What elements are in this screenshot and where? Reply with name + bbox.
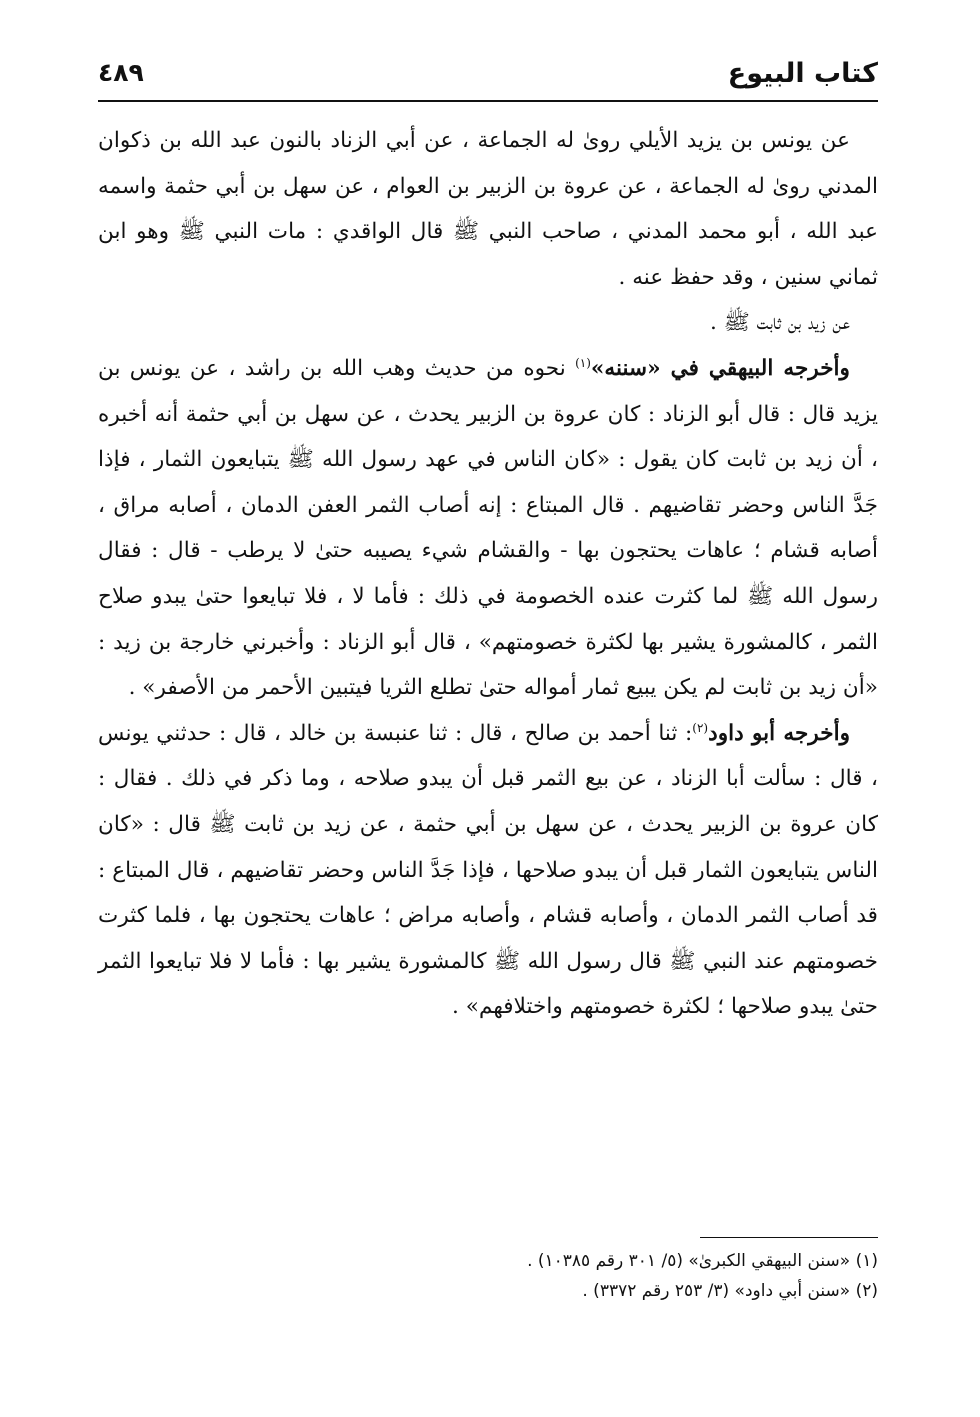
- header-rule: [98, 100, 878, 102]
- footnote-2: (٢) «سنن أبي داود» (٣/ ٢٥٣ رقم ٣٣٧٢) .: [582, 1281, 878, 1301]
- page-number: ٤٨٩: [98, 58, 144, 87]
- paragraph-3: [98, 346, 878, 711]
- footnote-ref-2: (٢): [692, 720, 709, 735]
- footnote-rule: [700, 1237, 878, 1238]
- main-text: [98, 118, 878, 1030]
- paragraph-1: عن يونس بن يزيد الأيلي روىٰ له الجماعة ، عن أبي الزناد بالنون عبد الله بن ذكوان المدني روىٰ له الجماعة ، عن عروة بن الزبير بن العوام ، عن سهل بن أبي حثمة واسمه عبد الله ، أبو محمد المدني ، صاحب النبي ﷺ قال الواقدي : مات النبي ﷺ وهو ابن ثماني سنين ، وقد حفظ عنه .: [98, 128, 878, 290]
- running-header: [98, 52, 878, 100]
- paragraph-4-lead: وأخرجه أبو داود: [708, 720, 850, 746]
- paragraph-2: عن زيد بن ثابت ﷺ .: [710, 310, 850, 336]
- chapter-title: كتاب البيوع: [727, 58, 878, 89]
- paragraph-3-lead: وأخرجه البيهقي في «سننه»: [590, 355, 850, 381]
- paragraph-3-text: نحوه من حديث وهب الله بن راشد ، عن يونس بن يزيد قال : قال أبو الزناد : كان عروة بن الزبير يحدث ، عن سهل بن أبي حثمة أنه أخبره ، أن زيد بن ثابت كان يقول : «كان الناس في عهد رسول الله ﷺ يتبايعون الثمار ، فإذا جَدَّ الناس وحضر تقاضيهم . قال المبتاع : إنه أصاب الثمر العفن الدمان ، أصابه مراق ، أصابه قشام ؛ عاهات يحتجون بها - والقشام شيء يصيبه حتىٰ لا يرطب - قال : فقال رسول الله ﷺ لما كثرت عنده الخصومة في ذلك : فأما لا ، فلا تبايعوا حتىٰ يبدو صلاح الثمر ، كالمشورة يشير بها لكثرة خصومتهم» ، قال أبو الزناد : وأخبرني خارجة بن زيد : «أن زيد بن ثابت لم يكن يبيع ثمار أمواله حتىٰ تطلع الثريا فيتبين الأحمر من الأصفر» .: [98, 355, 878, 701]
- footnotes: [98, 1246, 878, 1306]
- paragraph-4: [98, 711, 878, 1030]
- paragraph-4-text: : ثنا أحمد بن صالح ، قال : ثنا عنبسة بن خالد ، قال : حدثني يونس ، قال : سألت أبا الزناد ، عن بيع الثمر قبل أن يبدو صلاحه ، وما ذكر في ذلك . فقال : كان عروة بن الزبير يحدث ، عن سهل بن أبي حثمة ، عن زيد بن ثابت ﷺ قال : «كان الناس يتبايعون الثمار قبل أن يبدو صلاحها ، فإذا جَدَّ الناس وحضر تقاضيهم ، قال المبتاع : قد أصاب الثمر الدمان ، وأصابه قشام ، وأصابه مراض ؛ عاهات يحتجون بها ، فلما كثرت خصومتهم عند النبي ﷺ قال رسول الله ﷺ كالمشورة يشير بها : فأما لا فلا تبايعوا الثمر حتىٰ يبدو صلاحها ؛ لكثرة خصومتهم واختلافهم» .: [98, 720, 878, 1020]
- footnote-1: (١) «سنن البيهقي الكبرىٰ» (٥/ ٣٠١ رقم ١٠٣٨٥) .: [527, 1251, 878, 1271]
- footnote-ref-1: (١): [575, 355, 591, 370]
